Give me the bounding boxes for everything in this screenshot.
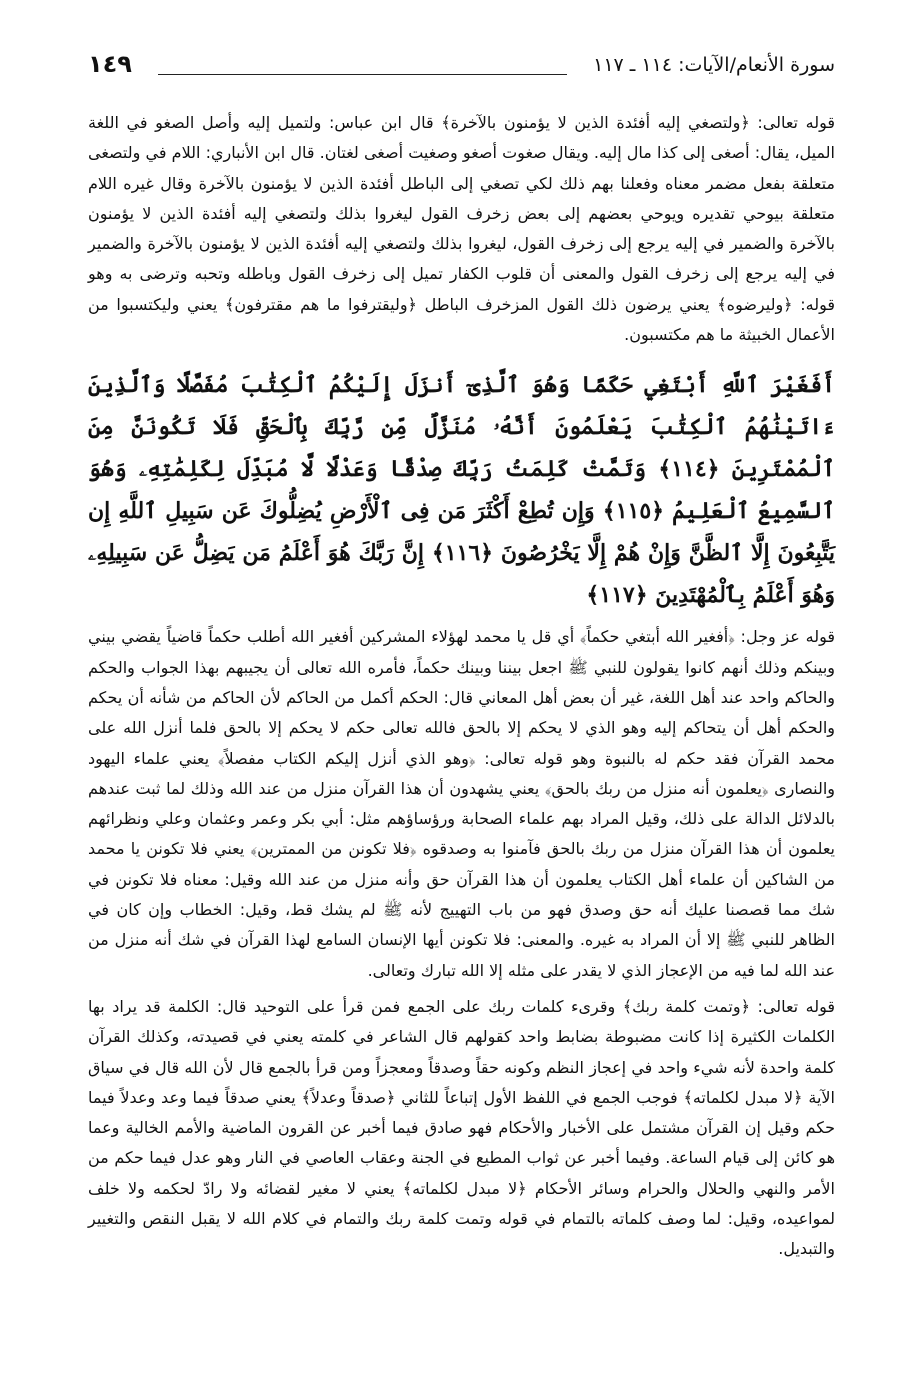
- page-number: ١٤٩: [88, 50, 132, 78]
- page-header: [88, 50, 835, 86]
- header-rule: [158, 74, 567, 75]
- commentary-paragraph-verse-115: قوله تعالى: ﴿وتمت كلمة ربك﴾ وقرىء كلمات ربك على الجمع فمن قرأ على التوحيد قال: الكلمة قد يراد بها الكلمات الكثيرة إذا كانت مضبوطة بضابط واحد كقولهم قال الشاعر في كلمته يعني في قصيدته، وكذلك القرآن كلمة واحدة لأنه شيء واحد في إعجاز النظم وكونه حقاً وصدقاً ومعجزاً ومن قرأ بالجمع قال لأن الله قال في سياق الآية ﴿لا مبدل لكلماته﴾ فوجب الجمع في اللفظ الأول إتباعاً للثاني ﴿صدقاً وعدلاً﴾ يعني صدقاً فيما وعد وعدلاً فيما حكم وقيل إن القرآن مشتمل على الأخبار والأحكام فهو صادق فيما أخبر عن القرون الماضية والأمم الخالية وعما هو كائن إلى قيام الساعة. وفيما أخبر عن ثواب المطيع في الجنة وعقاب العاصي في النار وهو عدل فيما حكم من الأمر والنهي والحلال والحرام وسائر الأحكام ﴿لا مبدل لكلماته﴾ يعني لا مغير لقضائه ولا رادّ لحكمه ولا خلف لمواعيده، وقيل: لما وصف كلماته بالتمام في قوله وتمت كلمة ربك والتمام في كلام الله لا يقبل النقص والتغيير والتبديل.: [88, 996, 835, 1259]
- page-content: [88, 108, 835, 1265]
- running-title: سورة الأنعام/الآيات: ١١٤ ـ ١١٧: [593, 54, 835, 76]
- quran-verses-block: أَفَغَيْرَ ٱللَّهِ أَبْتَغِي حَكَمًا وَهُوَ ٱلَّذِىٓ أَنزَلَ إِلَيْكُمُ ٱلْكِتَٰبَ مُفَصَّلًا وَٱلَّذِينَ ءَاتَيْنَٰهُمُ ٱلْكِتَٰبَ يَعْلَمُونَ أَنَّهُۥ مُنَزَّلٌ مِّن رَّبِّكَ بِٱلْحَقِّ فَلَا تَكُونَنَّ مِنَ ٱلْمُمْتَرِينَ ﴿١١٤﴾ وَتَمَّتْ كَلِمَتُ رَبِّكَ صِدْقًا وَعَدْلًا لَّا مُبَدِّلَ لِكَلِمَٰتِهِۦ وَهُوَ ٱلسَّمِيعُ ٱلْعَلِيمُ ﴿١١٥﴾ وَإِن تُطِعْ أَكْثَرَ مَن فِى ٱلْأَرْضِ يُضِلُّوكَ عَن سَبِيلِ ٱللَّهِ إِن يَتَّبِعُونَ إِلَّا ٱلظَّنَّ وَإِنْ هُمْ إِلَّا يَخْرُصُونَ ﴿١١٦﴾ إِنَّ رَبَّكَ هُوَ أَعْلَمُ مَن يَضِلُّ عَن سَبِيلِهِۦ وَهُوَ أَعْلَمُ بِٱلْمُهْتَدِينَ ﴿١١٧﴾: [88, 372, 835, 609]
- commentary-paragraph-verse-114: قوله عز وجل: ﴿أفغير الله أبتغي حكماً﴾ أي قل يا محمد لهؤلاء المشركين أفغير الله أطلب حكماً قاضياً يقضي بيني وبينكم وذلك أنهم كانوا يقولون للنبي ﷺ اجعل بيننا وبينك حكماً، فأمره الله تعالى أن يجيبهم بهذا الجواب والحكم والحاكم واحد عند أهل اللغة، غير أن بعض أهل المعاني قال: الحكم أكمل من الحاكم لأن الحاكم من شأنه أن يحكم والحكم أهل أن يتحاكم إليه وهو الذي لا يحكم إلا بالحق فالله تعالى حكم لا يحكم إلا بالحق فلما أنزل الله على محمد القرآن فقد حكم له بالنبوة وهو قوله تعالى: ﴿وهو الذي أنزل إليكم الكتاب مفصلاً﴾ يعني علماء اليهود والنصارى ﴿يعلمون أنه منزل من ربك بالحق﴾ يعني يشهدون أن هذا القرآن منزل من عند الله وذلك لما ثبت عندهم بالدلائل الدالة على ذلك، وقيل المراد بهم علماء الصحابة ورؤساؤهم مثل: أبي بكر وعمر وعثمان وعلي ونظرائهم يعلمون أن هذا القرآن منزل من ربك بالحق فآمنوا به وصدقوه ﴿فلا تكونن من الممترين﴾ يعني فلا تكونن يا محمد من الشاكين أن علماء أهل الكتاب يعلمون أن هذا القرآن حق وأنه منزل من عند الله وقيل: معناه فلا تكونن في شك مما قصصنا عليك أنه حق وصدق فهو من باب التهييج لأنه ﷺ لم يشك قط، وقيل: الخطاب وإن كان في الظاهر للنبي ﷺ إلا أن المراد به غيره. والمعنى: فلا تكونن أيها الإنسان السامع لهذا القرآن في شك أنه منزل من عند الله لما فيه من الإعجاز الذي لا يقدر على مثله إلا الله تبارك وتعالى.: [88, 627, 835, 980]
- commentary-paragraph-intro: قوله تعالى: ﴿ولتصغي إليه أفئدة الذين لا يؤمنون بالآخرة﴾ قال ابن عباس: ولتميل إليه وأصل الصغو في اللغة الميل، يقال: أصغى إلى كذا مال إليه. ويقال صغوت أصغو وصغيت أصغى لغتان. قال ابن الأنباري: اللام في ولتصغى متعلقة بفعل مضمر معناه وفعلنا بهم ذلك لكي تصغي إلى الباطل أفئدة الذين لا يؤمنون بالآخرة وقال غيره اللام متعلقة بيوحي تقديره ويوحي بعضهم إلى بعض زخرف القول ليغروا بذلك ولتصغي إليه أفئدة الذين لا يؤمنون بالآخرة والضمير في إليه يرجع إلى زخرف القول، ليغروا بذلك ولتصغي إليه أفئدة الذين لا يؤمنون بالآخرة والضمير في إليه يرجع إلى زخرف القول والمعنى أن قلوب الكفار تميل إلى زخرف القول وباطله وتحبه وترضى به وهو قوله: ﴿وليرضوه﴾ يعني يرضون ذلك القول المزخرف الباطل ﴿وليقترفوا ما هم مقترفون﴾ يعني وليكتسبوا من الأعمال الخبيثة ما هم مكتسبون.: [88, 113, 835, 345]
